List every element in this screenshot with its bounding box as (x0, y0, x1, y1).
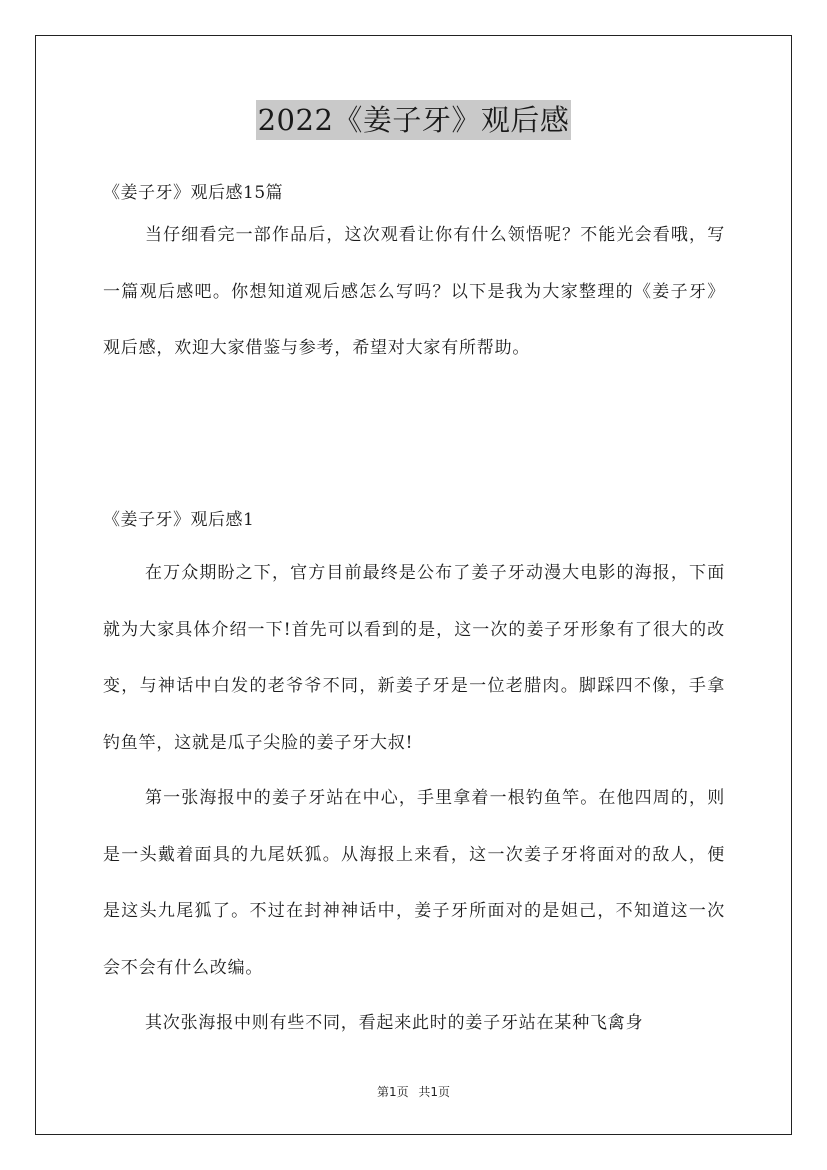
page-footer (0, 1083, 827, 1100)
intro-paragraph: 当仔细看完一部作品后，这次观看让你有什么领悟呢？不能光会看哦，写一篇观后感吧。你想知道观后感怎么写吗？以下是我为大家整理的《姜子牙》观后感，欢迎大家借鉴与参考，希望对大家有所帮助。 (103, 225, 725, 358)
body-paragraph-1: 在万众期盼之下，官方目前最终是公布了姜子牙动漫大电影的海报，下面就为大家具体介绍一下!首先可以看到的是，这一次的姜子牙形象有了很大的改变，与神话中白发的老爷爷不同，新姜子牙是一位老腊肉。脚踩四不像，手拿钓鱼竿，这就是瓜子尖脸的姜子牙大叔! (103, 563, 725, 753)
body-paragraph-3: 其次张海报中则有些不同，看起来此时的姜子牙站在某种飞禽身 (145, 1013, 644, 1033)
page-number: 第1页 (376, 1085, 409, 1099)
section-heading: 《姜子牙》观后感1 (103, 510, 255, 530)
document-title-text: 2022《姜子牙》观后感 (256, 100, 572, 140)
body-paragraph-2: 第一张海报中的姜子牙站在中心，手里拿着一根钓鱼竿。在他四周的，则是一头戴着面具的九尾妖狐。从海报上来看，这一次姜子牙将面对的敌人，便是这头九尾狐了。不过在封神神话中，姜子牙所面对的是妲己，不知道这一次会不会有什么改编。 (103, 788, 725, 978)
document-subtitle: 《姜子牙》观后感15篇 (103, 183, 284, 203)
page-total: 共1页 (418, 1085, 451, 1099)
document-title (0, 100, 827, 140)
